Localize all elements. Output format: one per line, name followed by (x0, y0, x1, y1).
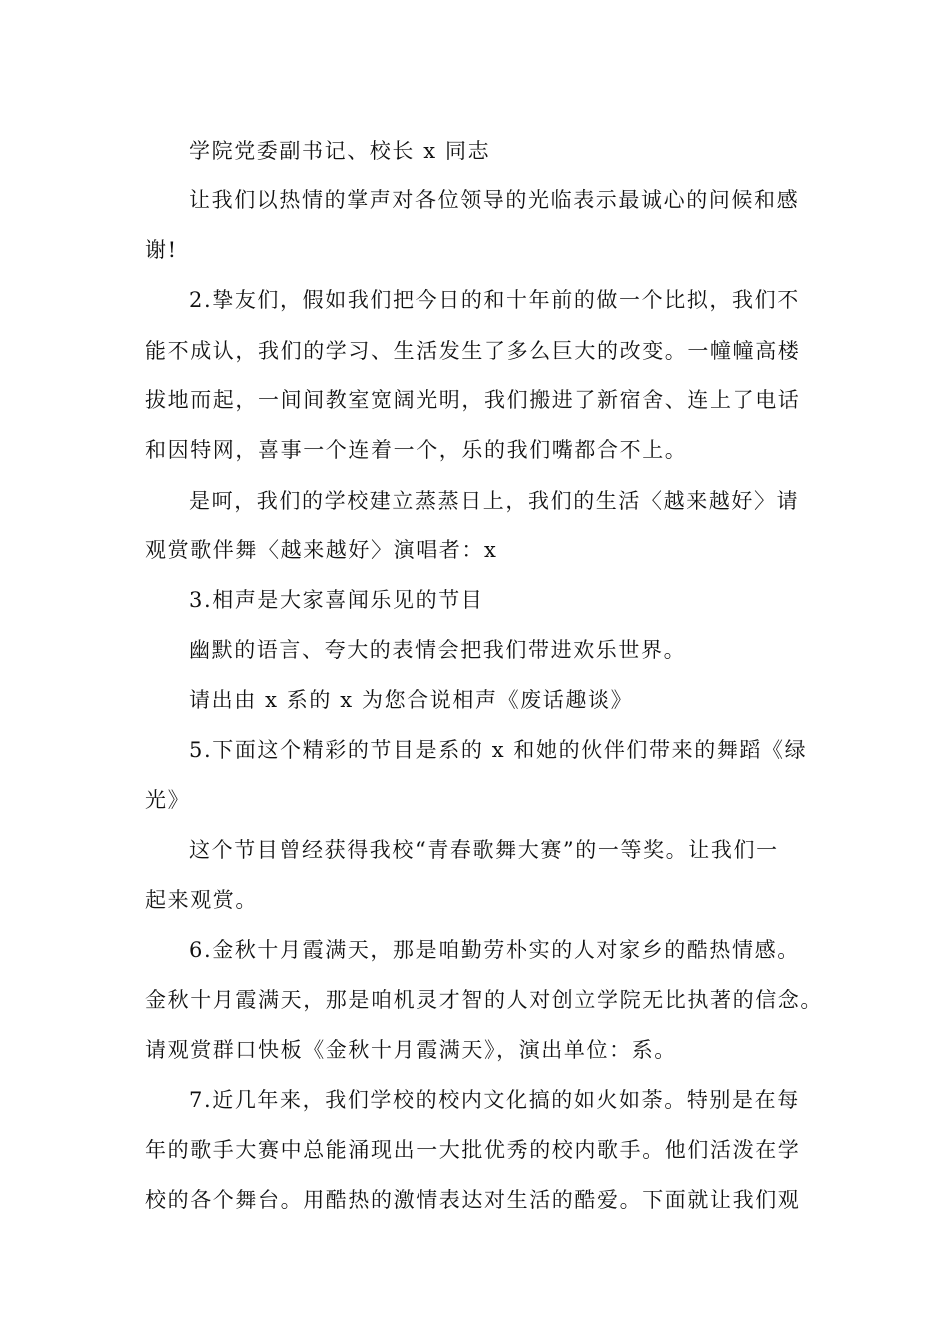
text-line: 校的各个舞台。用酷热的激情表达对生活的酷爱。下面就让我们观 (145, 1188, 801, 1212)
text-line: 光》 (145, 788, 191, 812)
text-line: 3.相声是大家喜闻乐见的节目 (189, 588, 484, 612)
text-line: 拔地而起，一间间教室宽阔光明，我们搬进了新宿舍、连上了电话 (145, 388, 801, 412)
text-line: 学院党委副书记、校长 x 同志 (189, 139, 491, 163)
text-line: 金秋十月霞满天，那是咱机灵才智的人对创立学院无比执著的信念。 (145, 988, 823, 1012)
text-line: 这个节目曾经获得我校“青春歌舞大赛”的一等奖。让我们一 (189, 838, 779, 862)
text-line: 是呵，我们的学校建立蒸蒸日上，我们的生活〈越来越好〉请 (189, 489, 800, 513)
text-line: 请出由 x 系的 x 为您合说相声《废话趣谈》 (189, 688, 634, 712)
text-line: 能不成认，我们的学习、生活发生了多么巨大的改变。一幢幢高楼 (145, 339, 801, 363)
text-line: 5.下面这个精彩的节目是系的 x 和她的伙伴们带来的舞蹈《绿 (189, 738, 808, 762)
text-line: 观赏歌伴舞〈越来越好〉演唱者：x (145, 538, 498, 562)
text-line: 让我们以热情的掌声对各位领导的光临表示最诚心的问候和感 (189, 188, 800, 212)
text-line: 起来观赏。 (145, 888, 258, 912)
text-line: 7.近几年来，我们学校的校内文化搞的如火如荼。特别是在每 (189, 1088, 800, 1112)
text-line: 和因特网，喜事一个连着一个，乐的我们嘴都合不上。 (145, 438, 688, 462)
text-line: 年的歌手大赛中总能涌现出一大批优秀的校内歌手。他们活泼在学 (145, 1138, 801, 1162)
text-line: 幽默的语言、夸大的表情会把我们带进欢乐世界。 (189, 638, 687, 662)
text-line: 谢! (145, 238, 178, 262)
text-line: 请观赏群口快板《金秋十月霞满天》，演出单位：系。 (145, 1038, 677, 1062)
text-line: 6.金秋十月霞满天，那是咱勤劳朴实的人对家乡的酷热情感。 (189, 938, 800, 962)
text-line: 2.挚友们，假如我们把今日的和十年前的做一个比拟，我们不 (189, 288, 800, 312)
